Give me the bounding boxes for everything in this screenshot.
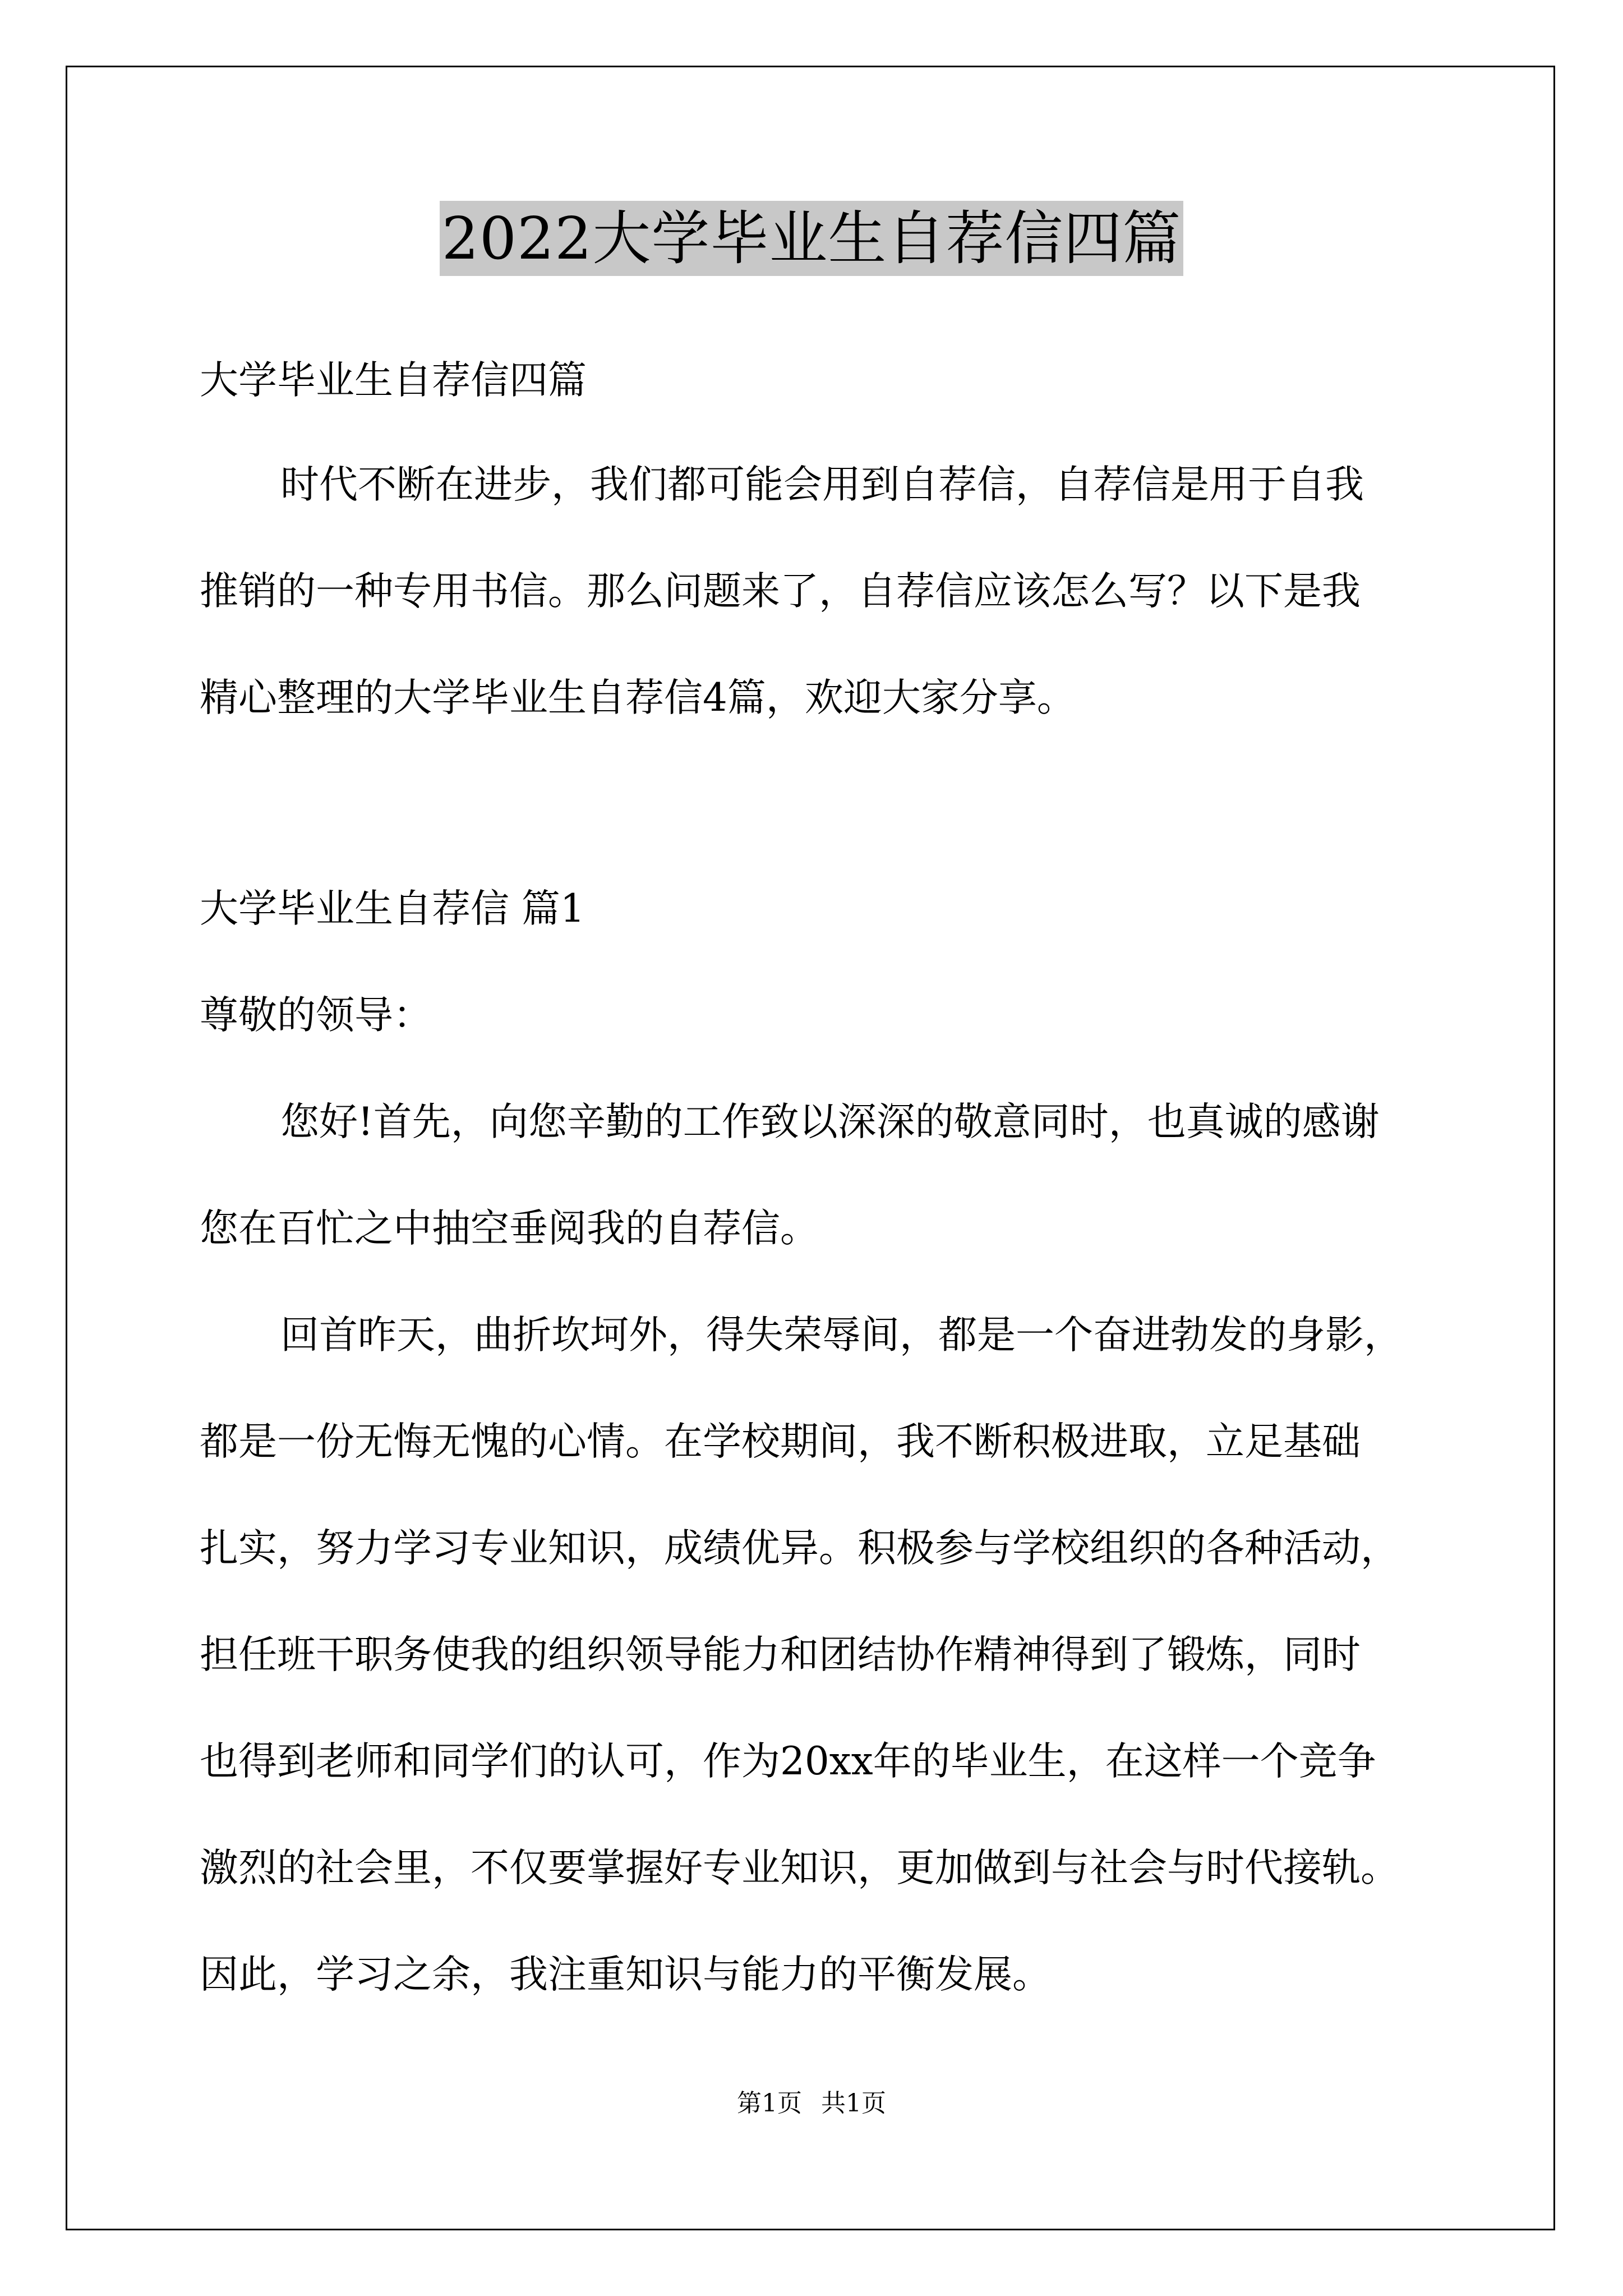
body-paragraph-line: 回首昨天，曲折坎坷外，得失荣辱间，都是一个奋进勃发的身影， [280, 1313, 1403, 1358]
body-paragraph-line: 您在百忙之中抽空垂阅我的自荐信。 [200, 1206, 819, 1251]
body-paragraph-line: 也得到老师和同学们的认可，作为20xx年的毕业生，在这样一个竞争 [200, 1739, 1376, 1784]
section-heading: 大学毕业生自荐信 篇1 [200, 886, 585, 931]
body-paragraph-line: 扎实，努力学习专业知识，成绩优异。积极参与学校组织的各种活动， [200, 1526, 1399, 1571]
title-container [0, 201, 1623, 276]
body-paragraph-line: 担任班干职务使我的组织领导能力和团结协作精神得到了锻炼，同时 [200, 1632, 1361, 1677]
document-title: 2022大学毕业生自荐信四篇 [440, 201, 1184, 276]
subtitle-line: 大学毕业生自荐信四篇 [200, 358, 587, 403]
body-paragraph-line: 您好!首先，向您辛勤的工作致以深深的敬意同时，也真诚的感谢 [280, 1099, 1380, 1144]
intro-paragraph-line: 推销的一种专用书信。那么问题来了，自荐信应该怎么写？以下是我 [200, 569, 1361, 614]
page-total: 共1页 [821, 2089, 886, 2118]
intro-paragraph-line: 时代不断在进步，我们都可能会用到自荐信，自荐信是用于自我 [280, 462, 1364, 507]
body-paragraph-line: 都是一份无悔无愧的心情。在学校期间，我不断积极进取，立足基础 [200, 1419, 1361, 1464]
salutation: 尊敬的领导： [200, 993, 432, 1038]
body-paragraph-line: 因此，学习之余，我注重知识与能力的平衡发展。 [200, 1952, 1051, 1997]
page-footer [0, 2088, 1623, 2119]
page-number: 第1页 [737, 2089, 802, 2118]
body-paragraph-line: 激烈的社会里，不仅要掌握好专业知识，更加做到与社会与时代接轨。 [200, 1846, 1399, 1890]
intro-paragraph-line: 精心整理的大学毕业生自荐信4篇，欢迎大家分享。 [200, 675, 1076, 720]
